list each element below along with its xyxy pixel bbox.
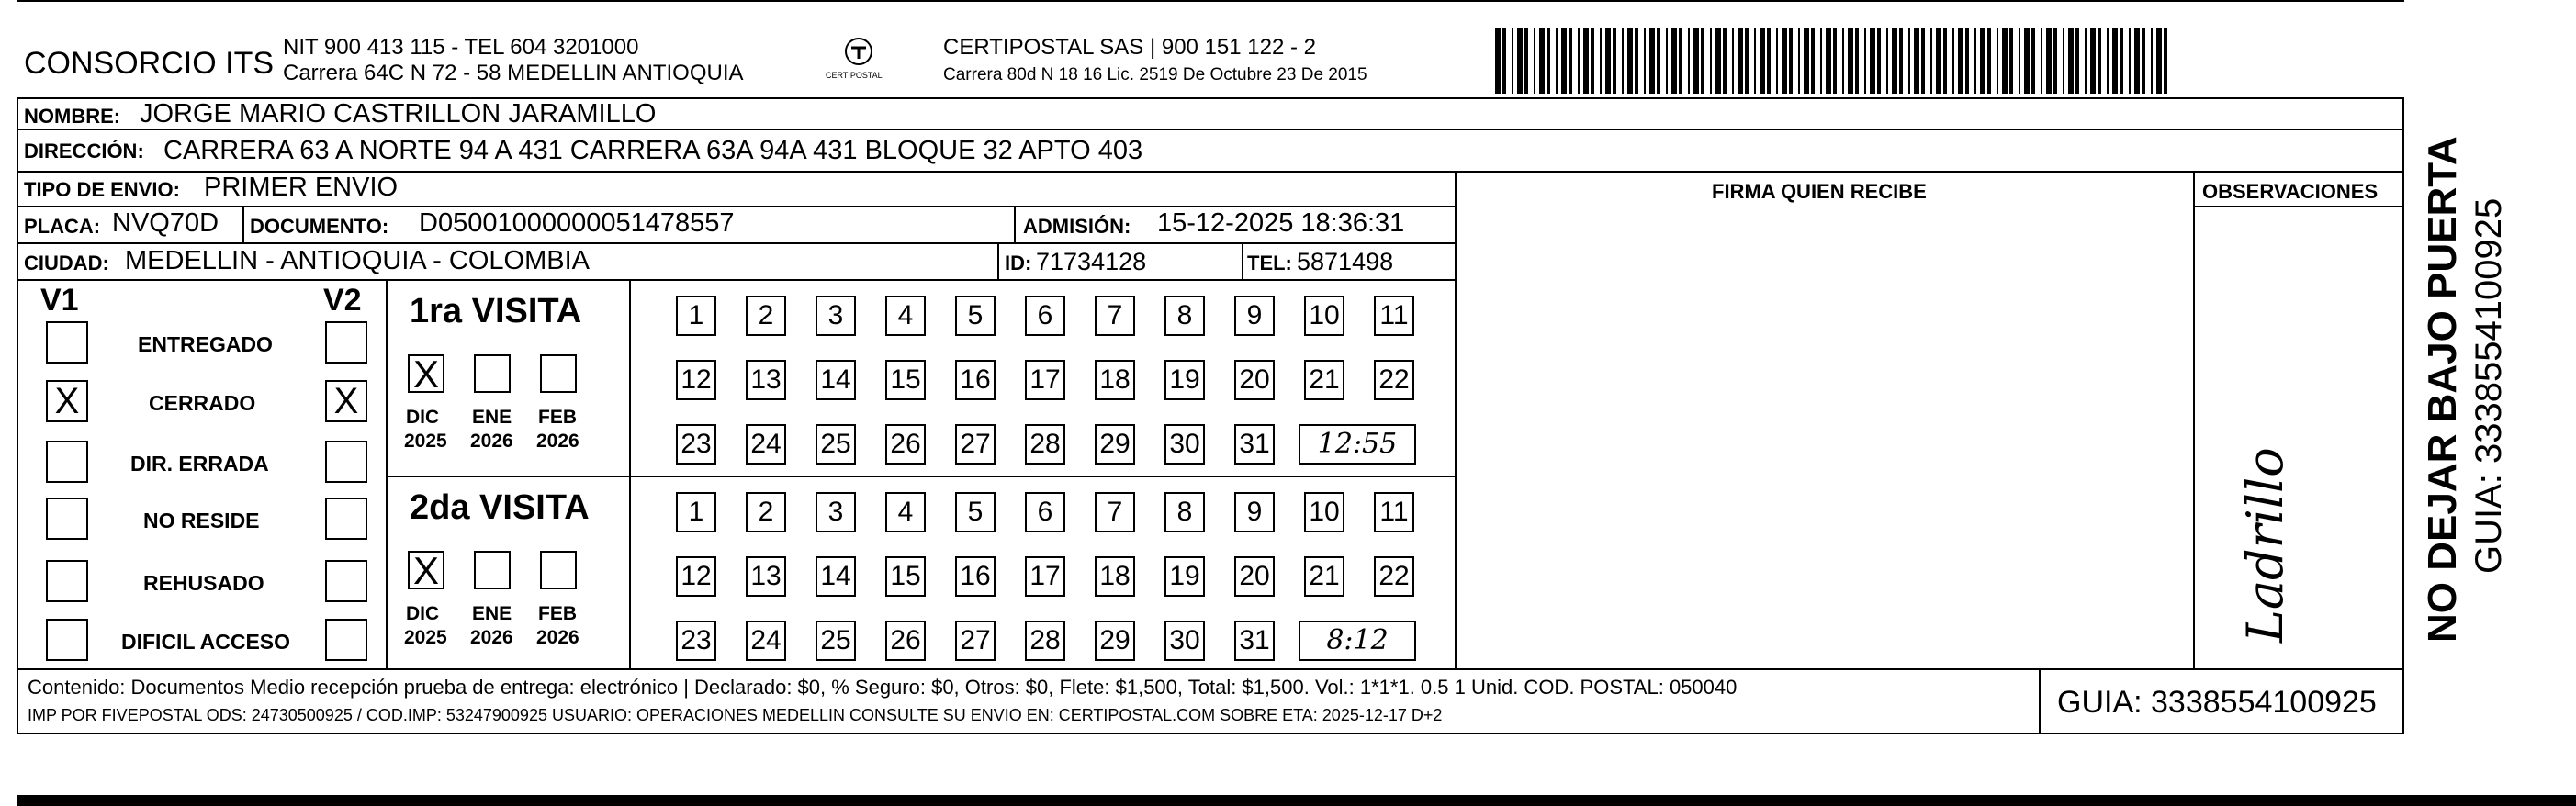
visit-day-box[interactable]: 17 xyxy=(1025,360,1065,400)
visit-year-label: 2025 xyxy=(404,627,447,648)
visit-day-box[interactable]: 26 xyxy=(885,424,926,465)
courier-license: Carrera 80d N 18 16 Lic. 2519 De Octubre 23 De 2015 xyxy=(943,65,1367,84)
rule-left xyxy=(17,97,18,734)
visit-month-checkbox[interactable] xyxy=(540,551,577,589)
visit-day-box[interactable]: 8 xyxy=(1164,296,1205,336)
rule-month-split xyxy=(629,279,631,670)
visit-hour-box[interactable]: 12:55 xyxy=(1299,424,1416,465)
logo-icon xyxy=(822,35,895,90)
visit-day-box[interactable]: 7 xyxy=(1095,492,1135,532)
visit-day-box[interactable]: 13 xyxy=(746,360,786,400)
visit-year-label: 2026 xyxy=(470,627,513,648)
visit-day-box[interactable]: 10 xyxy=(1304,296,1344,336)
visit-day-box[interactable]: 15 xyxy=(885,556,926,597)
visit-month-label: DIC xyxy=(406,603,440,624)
status-v1-checkbox[interactable] xyxy=(46,498,88,540)
status-label: ENTREGADO xyxy=(138,332,273,356)
v2-label: V2 xyxy=(323,283,362,318)
visit-day-box[interactable]: 4 xyxy=(885,492,926,532)
visit-day-box[interactable]: 6 xyxy=(1025,296,1065,336)
visit-day-box[interactable]: 4 xyxy=(885,296,926,336)
visit-day-box[interactable]: 16 xyxy=(955,556,996,597)
visit-day-box[interactable]: 19 xyxy=(1164,360,1205,400)
visit-day-box[interactable]: 20 xyxy=(1234,360,1275,400)
visit-day-box[interactable]: 1 xyxy=(676,492,716,532)
rule-tipo xyxy=(17,206,1457,207)
visit-day-box[interactable]: 14 xyxy=(816,360,856,400)
footer-line-2: IMP POR FIVEPOSTAL ODS: 24730500925 / COD.IMP: 53247900925 USUARIO: OPERACIONES MEDELLIN CONSULTE SU ENVIO EN: CERTIPOSTAL.COM SOBRE ETA: 2025-12-17 D+2 xyxy=(28,706,1443,724)
status-v1-checkbox[interactable] xyxy=(46,619,88,661)
v1-label: V1 xyxy=(40,283,79,318)
top-border xyxy=(17,0,2404,2)
documento-value: D05001000000051478557 xyxy=(419,208,735,238)
status-v2-checkbox[interactable] xyxy=(325,619,367,661)
visit-day-box[interactable]: 19 xyxy=(1164,556,1205,597)
visit-day-box[interactable]: 16 xyxy=(955,360,996,400)
visit-title: 1ra VISITA xyxy=(410,292,582,330)
placa-value: NVQ70D xyxy=(112,208,219,238)
status-v2-checkbox[interactable] xyxy=(325,441,367,483)
firma-label: FIRMA QUIEN RECIBE xyxy=(1712,180,1927,203)
visit-day-box[interactable]: 14 xyxy=(816,556,856,597)
visit-year-label: 2026 xyxy=(536,627,579,648)
rule-footer xyxy=(17,668,2404,670)
visit-day-box[interactable]: 15 xyxy=(885,360,926,400)
barcode-icon xyxy=(1495,28,2175,94)
rule-admision-split xyxy=(1014,206,1016,244)
rule-firma xyxy=(1455,171,1457,670)
visit-month-checkbox[interactable]: X xyxy=(408,354,444,393)
status-v1-checkbox[interactable]: X xyxy=(46,380,88,422)
visit-day-box[interactable]: 20 xyxy=(1234,556,1275,597)
id-value: 71734128 xyxy=(1036,248,1147,275)
visit-day-box[interactable]: 30 xyxy=(1164,424,1205,465)
visit-day-box[interactable]: 21 xyxy=(1304,556,1344,597)
status-label: DIR. ERRADA xyxy=(130,452,269,476)
visit-year-label: 2025 xyxy=(404,431,447,452)
footer-guia: GUIA: 3338554100925 xyxy=(2057,685,2377,720)
visit-day-box[interactable]: 12 xyxy=(676,360,716,400)
company-nit-tel: NIT 900 413 115 - TEL 604 3201000 xyxy=(283,35,639,60)
visit-day-box[interactable]: 30 xyxy=(1164,621,1205,661)
visit-year-label: 2026 xyxy=(536,431,579,452)
status-label: DIFICIL ACCESO xyxy=(121,630,291,654)
visit-day-box[interactable]: 26 xyxy=(885,621,926,661)
visit-month-checkbox[interactable] xyxy=(474,551,511,589)
admision-label: ADMISIÓN: xyxy=(1023,215,1131,238)
direccion-label: DIRECCIÓN: xyxy=(24,140,144,162)
visit-day-box[interactable]: 25 xyxy=(816,621,856,661)
rule-nombre xyxy=(17,129,2404,130)
visit-day-box[interactable]: 3 xyxy=(816,296,856,336)
visit-month-label: FEB xyxy=(538,407,577,428)
status-v1-checkbox[interactable] xyxy=(46,321,88,364)
visit-month-checkbox[interactable]: X xyxy=(408,551,444,589)
status-v2-checkbox[interactable]: X xyxy=(325,380,367,422)
nombre-value: JORGE MARIO CASTRILLON JARAMILLO xyxy=(140,99,657,129)
tel-label: TEL: xyxy=(1247,252,1292,274)
visit-month-label: FEB xyxy=(538,603,577,624)
visit-day-box[interactable]: 23 xyxy=(676,424,716,465)
visit-month-label: ENE xyxy=(472,407,512,428)
rule-id-split xyxy=(997,242,999,281)
visit-day-box[interactable]: 1 xyxy=(676,296,716,336)
tipo-label: TIPO DE ENVIO: xyxy=(24,178,180,201)
visit-month-label: ENE xyxy=(472,603,512,624)
documento-label: DOCUMENTO: xyxy=(250,215,389,238)
id-label: ID: xyxy=(1005,252,1032,274)
visit-day-box[interactable]: 6 xyxy=(1025,492,1065,532)
rule-right xyxy=(2402,97,2404,734)
company-address: Carrera 64C N 72 - 58 MEDELLIN ANTIOQUIA xyxy=(283,61,744,85)
rule-tel-split xyxy=(1242,242,1243,281)
rule-bottom xyxy=(17,733,2404,734)
status-v1-checkbox[interactable] xyxy=(46,441,88,483)
visit-day-box[interactable]: 27 xyxy=(955,424,996,465)
observaciones-handwriting: Ladrillo xyxy=(2236,447,2294,643)
visit-hour-box[interactable]: 8:12 xyxy=(1299,621,1416,661)
status-v2-checkbox[interactable] xyxy=(325,560,367,602)
visit-day-box[interactable]: 2 xyxy=(746,296,786,336)
footer-line-1: Contenido: Documentos Medio recepción prueba de entrega: electrónico | Declarado: $0, % Seguro: $0, Otros: $0, Flete: $1,500, Total: $1,500. Vol.: 1*1*1. 0.5 1 Unid. COD. POSTAL: 050040 xyxy=(28,676,1738,699)
visit-day-box[interactable]: 2 xyxy=(746,492,786,532)
visit-day-box[interactable]: 9 xyxy=(1234,296,1275,336)
visit-day-box[interactable]: 28 xyxy=(1025,424,1065,465)
visit-month-checkbox[interactable] xyxy=(540,354,577,393)
visit-day-box[interactable]: 7 xyxy=(1095,296,1135,336)
ciudad-value: MEDELLIN - ANTIOQUIA - COLOMBIA xyxy=(125,246,590,275)
visit-day-box[interactable]: 28 xyxy=(1025,621,1065,661)
certipostal-logo xyxy=(822,35,895,90)
visit-month-checkbox[interactable] xyxy=(474,354,511,393)
visit-title: 2da VISITA xyxy=(410,488,590,527)
visit-day-box[interactable]: 31 xyxy=(1234,621,1275,661)
barcode xyxy=(1495,28,2175,94)
visit-day-box[interactable]: 29 xyxy=(1095,621,1135,661)
logo-text: CERTIPOSTAL xyxy=(826,71,883,80)
visit-day-box[interactable]: 13 xyxy=(746,556,786,597)
rule-guia-split xyxy=(2039,668,2041,734)
visit-day-box[interactable]: 24 xyxy=(746,621,786,661)
tel-value: 5871498 xyxy=(1297,248,1394,275)
side-guia: GUIA: 3338554100925 xyxy=(2469,197,2509,574)
visit-year-label: 2026 xyxy=(470,431,513,452)
visit-day-box[interactable]: 23 xyxy=(676,621,716,661)
visit-day-box[interactable]: 9 xyxy=(1234,492,1275,532)
tipo-value: PRIMER ENVIO xyxy=(204,173,399,202)
status-v2-checkbox[interactable] xyxy=(325,498,367,540)
rule-visit-split xyxy=(386,476,1457,477)
visit-day-box[interactable]: 29 xyxy=(1095,424,1135,465)
visit-day-box[interactable]: 5 xyxy=(955,492,996,532)
visit-day-box[interactable]: 11 xyxy=(1374,296,1414,336)
rule-obs xyxy=(2193,206,2404,207)
rule-placa xyxy=(17,242,1457,244)
visit-day-box[interactable]: 3 xyxy=(816,492,856,532)
visit-day-box[interactable]: 24 xyxy=(746,424,786,465)
status-v2-checkbox[interactable] xyxy=(325,321,367,364)
visit-day-box[interactable]: 12 xyxy=(676,556,716,597)
visit-day-box[interactable]: 18 xyxy=(1095,360,1135,400)
visit-day-box[interactable]: 11 xyxy=(1374,492,1414,532)
company-name: CONSORCIO ITS xyxy=(24,46,275,81)
status-label: CERRADO xyxy=(149,391,256,415)
status-v1-checkbox[interactable] xyxy=(46,560,88,602)
direccion-value: CARRERA 63 A NORTE 94 A 431 CARRERA 63A 94A 431 BLOQUE 32 APTO 403 xyxy=(163,136,1143,165)
nombre-label: NOMBRE: xyxy=(24,105,121,128)
visit-day-box[interactable]: 10 xyxy=(1304,492,1344,532)
bottom-bar xyxy=(17,795,2576,806)
rule-obs-left xyxy=(2193,171,2195,670)
visit-day-box[interactable]: 17 xyxy=(1025,556,1065,597)
visit-day-box[interactable]: 31 xyxy=(1234,424,1275,465)
rule-status-split xyxy=(386,279,388,670)
visit-day-box[interactable]: 25 xyxy=(816,424,856,465)
rule-ciudad xyxy=(17,279,1457,281)
visit-day-box[interactable]: 18 xyxy=(1095,556,1135,597)
status-label: REHUSADO xyxy=(143,571,264,595)
side-warning: NO DEJAR BAJO PUERTA xyxy=(2420,136,2465,643)
visit-day-box[interactable]: 22 xyxy=(1374,556,1414,597)
observaciones-label: OBSERVACIONES xyxy=(2202,180,2379,203)
courier-name: CERTIPOSTAL SAS | 900 151 122 - 2 xyxy=(943,35,1316,60)
visit-day-box[interactable]: 8 xyxy=(1164,492,1205,532)
visit-day-box[interactable]: 21 xyxy=(1304,360,1344,400)
visit-day-box[interactable]: 5 xyxy=(955,296,996,336)
visit-day-box[interactable]: 22 xyxy=(1374,360,1414,400)
rule-placa-split xyxy=(242,206,244,244)
ciudad-label: CIUDAD: xyxy=(24,252,109,274)
placa-label: PLACA: xyxy=(24,215,101,238)
admision-value: 15-12-2025 18:36:31 xyxy=(1157,208,1405,238)
visit-day-box[interactable]: 27 xyxy=(955,621,996,661)
visit-month-label: DIC xyxy=(406,407,440,428)
status-label: NO RESIDE xyxy=(143,509,260,532)
